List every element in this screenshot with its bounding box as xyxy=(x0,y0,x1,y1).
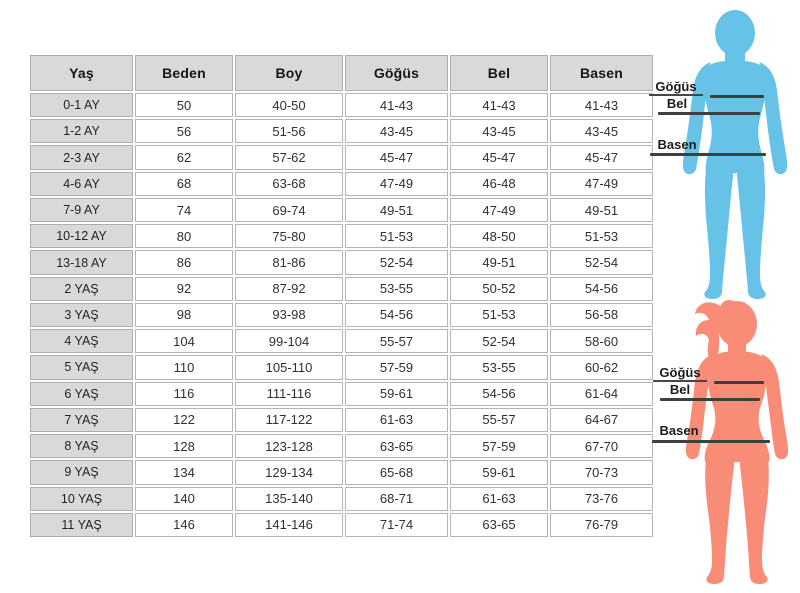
value-cell: 71-74 xyxy=(345,513,448,537)
value-cell: 49-51 xyxy=(345,198,448,222)
value-cell: 60-62 xyxy=(550,355,653,379)
age-cell: 1-2 AY xyxy=(30,119,133,143)
age-cell: 6 YAŞ xyxy=(30,382,133,406)
table-row xyxy=(30,303,653,327)
value-cell: 65-68 xyxy=(345,460,448,484)
value-cell: 54-56 xyxy=(550,277,653,301)
table-row xyxy=(30,250,653,274)
value-cell: 73-76 xyxy=(550,487,653,511)
table-row xyxy=(30,382,653,406)
table-row xyxy=(30,224,653,248)
value-cell: 51-53 xyxy=(550,224,653,248)
value-cell: 63-65 xyxy=(345,434,448,458)
value-cell: 41-43 xyxy=(550,93,653,117)
value-cell: 98 xyxy=(135,303,233,327)
value-cell: 86 xyxy=(135,250,233,274)
value-cell: 47-49 xyxy=(450,198,548,222)
value-cell: 128 xyxy=(135,434,233,458)
girl-chest-line xyxy=(714,381,764,384)
value-cell: 43-45 xyxy=(345,119,448,143)
table-row xyxy=(30,198,653,222)
value-cell: 116 xyxy=(135,382,233,406)
value-cell: 61-63 xyxy=(345,408,448,432)
value-cell: 43-45 xyxy=(450,119,548,143)
table-row xyxy=(30,145,653,169)
value-cell: 55-57 xyxy=(450,408,548,432)
value-cell: 74 xyxy=(135,198,233,222)
age-cell: 13-18 AY xyxy=(30,250,133,274)
value-cell: 69-74 xyxy=(235,198,343,222)
value-cell: 51-53 xyxy=(450,303,548,327)
age-cell: 3 YAŞ xyxy=(30,303,133,327)
value-cell: 49-51 xyxy=(550,198,653,222)
value-cell: 47-49 xyxy=(550,172,653,196)
value-cell: 58-60 xyxy=(550,329,653,353)
table-row xyxy=(30,329,653,353)
value-cell: 52-54 xyxy=(345,250,448,274)
value-cell: 47-49 xyxy=(345,172,448,196)
value-cell: 45-47 xyxy=(550,145,653,169)
value-cell: 76-79 xyxy=(550,513,653,537)
value-cell: 48-50 xyxy=(450,224,548,248)
boy-hip-label: Basen xyxy=(657,137,697,152)
boy-waist-label: Bel xyxy=(666,96,688,111)
value-cell: 45-47 xyxy=(450,145,548,169)
value-cell: 122 xyxy=(135,408,233,432)
value-cell: 57-59 xyxy=(450,434,548,458)
value-cell: 64-67 xyxy=(550,408,653,432)
age-cell: 4 YAŞ xyxy=(30,329,133,353)
value-cell: 52-54 xyxy=(550,250,653,274)
column-header: Göğüs xyxy=(345,55,448,91)
table-row xyxy=(30,434,653,458)
value-cell: 67-70 xyxy=(550,434,653,458)
age-cell: 0-1 AY xyxy=(30,93,133,117)
value-cell: 54-56 xyxy=(345,303,448,327)
boy-hip-line xyxy=(650,153,766,156)
value-cell: 50 xyxy=(135,93,233,117)
table-row xyxy=(30,487,653,511)
girl-hip-line xyxy=(652,440,770,443)
table-row xyxy=(30,513,653,537)
value-cell: 80 xyxy=(135,224,233,248)
size-chart xyxy=(28,53,655,539)
girl-chest-label: Göğüs xyxy=(653,365,707,382)
table-row xyxy=(30,119,653,143)
value-cell: 123-128 xyxy=(235,434,343,458)
value-cell: 53-55 xyxy=(345,277,448,301)
table-row xyxy=(30,355,653,379)
value-cell: 68 xyxy=(135,172,233,196)
value-cell: 40-50 xyxy=(235,93,343,117)
value-cell: 50-52 xyxy=(450,277,548,301)
column-header: Bel xyxy=(450,55,548,91)
value-cell: 99-104 xyxy=(235,329,343,353)
column-header: Yaş xyxy=(30,55,133,91)
value-cell: 54-56 xyxy=(450,382,548,406)
value-cell: 63-65 xyxy=(450,513,548,537)
value-cell: 57-62 xyxy=(235,145,343,169)
girl-waist-line xyxy=(660,398,760,401)
value-cell: 146 xyxy=(135,513,233,537)
value-cell: 70-73 xyxy=(550,460,653,484)
age-cell: 2-3 AY xyxy=(30,145,133,169)
value-cell: 51-53 xyxy=(345,224,448,248)
value-cell: 110 xyxy=(135,355,233,379)
age-cell: 10 YAŞ xyxy=(30,487,133,511)
column-header: Boy xyxy=(235,55,343,91)
value-cell: 52-54 xyxy=(450,329,548,353)
value-cell: 140 xyxy=(135,487,233,511)
boy-chest-line xyxy=(710,95,764,98)
column-header: Beden xyxy=(135,55,233,91)
value-cell: 41-43 xyxy=(450,93,548,117)
size-chart-table xyxy=(28,53,655,539)
value-cell: 75-80 xyxy=(235,224,343,248)
age-cell: 4-6 AY xyxy=(30,172,133,196)
value-cell: 46-48 xyxy=(450,172,548,196)
age-cell: 10-12 AY xyxy=(30,224,133,248)
age-cell: 7 YAŞ xyxy=(30,408,133,432)
value-cell: 129-134 xyxy=(235,460,343,484)
value-cell: 68-71 xyxy=(345,487,448,511)
table-row xyxy=(30,460,653,484)
table-header-row xyxy=(30,55,653,91)
value-cell: 61-64 xyxy=(550,382,653,406)
value-cell: 61-63 xyxy=(450,487,548,511)
value-cell: 56-58 xyxy=(550,303,653,327)
value-cell: 62 xyxy=(135,145,233,169)
value-cell: 57-59 xyxy=(345,355,448,379)
value-cell: 111-116 xyxy=(235,382,343,406)
age-cell: 9 YAŞ xyxy=(30,460,133,484)
value-cell: 59-61 xyxy=(345,382,448,406)
value-cell: 87-92 xyxy=(235,277,343,301)
value-cell: 49-51 xyxy=(450,250,548,274)
value-cell: 63-68 xyxy=(235,172,343,196)
value-cell: 105-110 xyxy=(235,355,343,379)
value-cell: 41-43 xyxy=(345,93,448,117)
age-cell: 5 YAŞ xyxy=(30,355,133,379)
value-cell: 93-98 xyxy=(235,303,343,327)
value-cell: 45-47 xyxy=(345,145,448,169)
value-cell: 55-57 xyxy=(345,329,448,353)
value-cell: 134 xyxy=(135,460,233,484)
value-cell: 56 xyxy=(135,119,233,143)
table-row xyxy=(30,93,653,117)
value-cell: 43-45 xyxy=(550,119,653,143)
value-cell: 53-55 xyxy=(450,355,548,379)
value-cell: 92 xyxy=(135,277,233,301)
value-cell: 59-61 xyxy=(450,460,548,484)
age-cell: 2 YAŞ xyxy=(30,277,133,301)
value-cell: 104 xyxy=(135,329,233,353)
table-row xyxy=(30,408,653,432)
boy-chest-label: Göğüs xyxy=(649,79,703,96)
table-row xyxy=(30,277,653,301)
value-cell: 51-56 xyxy=(235,119,343,143)
age-cell: 7-9 AY xyxy=(30,198,133,222)
column-header: Basen xyxy=(550,55,653,91)
value-cell: 141-146 xyxy=(235,513,343,537)
value-cell: 81-86 xyxy=(235,250,343,274)
girl-waist-label: Bel xyxy=(669,382,691,397)
value-cell: 117-122 xyxy=(235,408,343,432)
age-cell: 8 YAŞ xyxy=(30,434,133,458)
age-cell: 11 YAŞ xyxy=(30,513,133,537)
girl-hip-label: Basen xyxy=(659,423,699,438)
value-cell: 135-140 xyxy=(235,487,343,511)
boy-waist-line xyxy=(658,112,760,115)
table-row xyxy=(30,172,653,196)
